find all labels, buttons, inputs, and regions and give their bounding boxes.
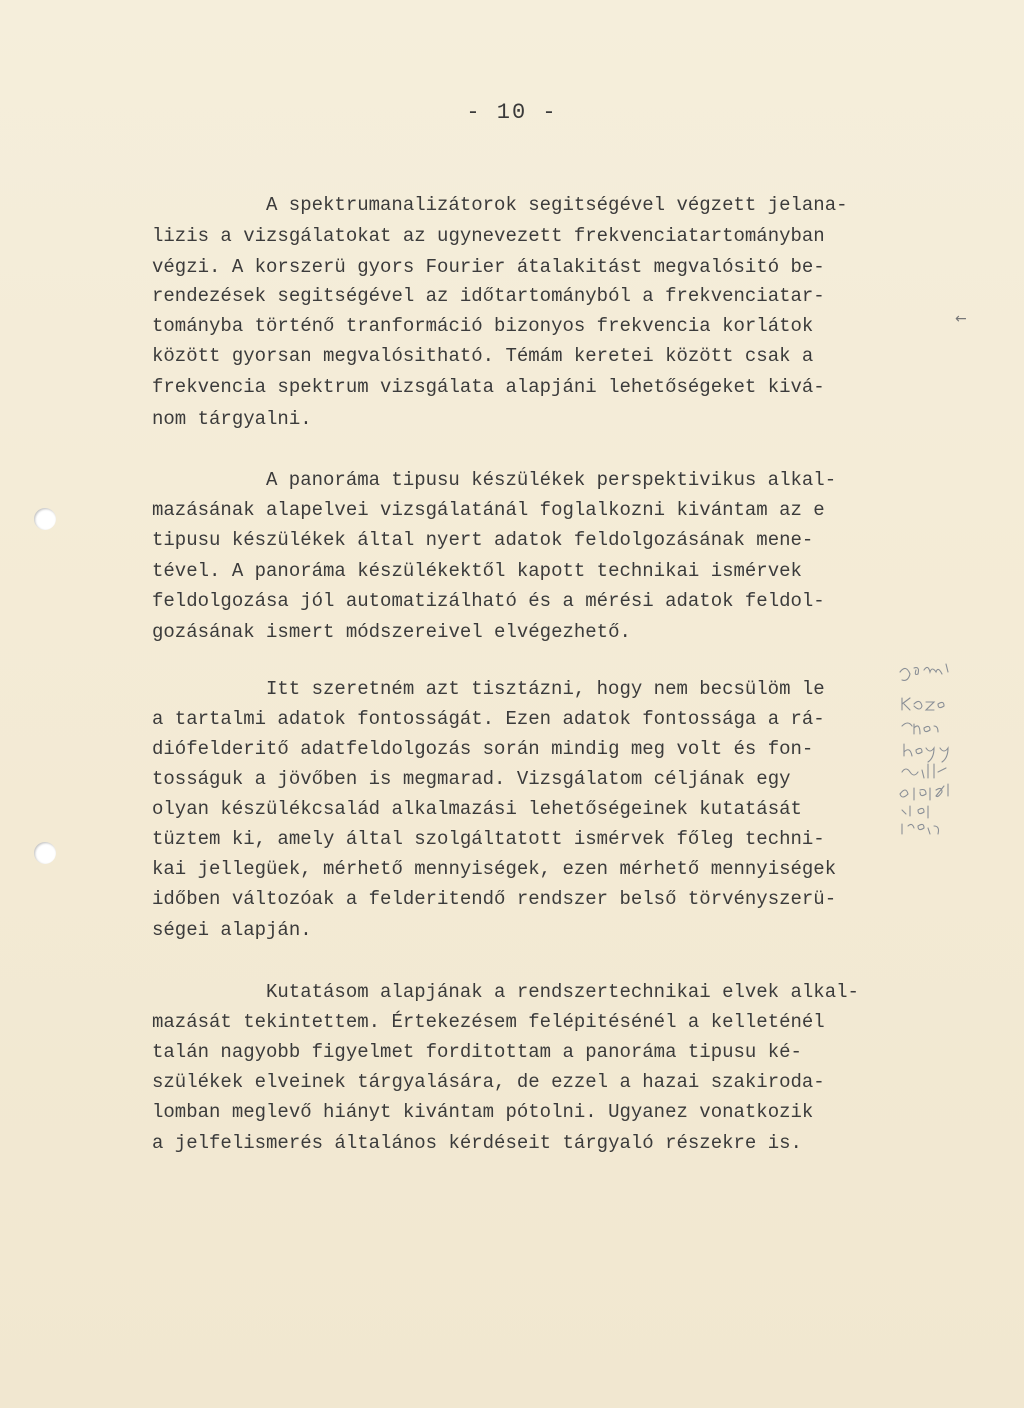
text-line: a jelfelismerés általános kérdéseit tárgyaló részekre is. [152, 1132, 802, 1154]
margin-arrow-mark: ← [955, 311, 967, 327]
handwritten-margin-note [894, 660, 984, 840]
text-line: mazását tekintettem. Értekezésem felépitésénél a kelleténél [152, 1011, 825, 1033]
text-line: időben változóak a felderitendő rendszer belső törvényszerü- [152, 888, 837, 910]
text-line: diófelderitő adatfeldolgozás során mindig meg volt és fon- [152, 738, 814, 760]
text-line: szülékek elveinek tárgyalására, de ezzel a hazai szakiroda- [152, 1071, 825, 1093]
text-line: rendezések segitségével az időtartományból a frekvenciatar- [152, 285, 825, 307]
text-line: lizis a vizsgálatokat az ugynevezett frekvenciatartományban [152, 225, 825, 247]
punch-hole-top [34, 508, 56, 530]
text-line: gozásának ismert módszereivel elvégezhető. [152, 621, 631, 643]
text-line: Itt szeretném azt tisztázni, hogy nem becsülöm le [266, 678, 825, 700]
text-line: nom tárgyalni. [152, 408, 312, 430]
text-line: mazásának alapelvei vizsgálatánál foglalkozni kivántam az e [152, 499, 825, 521]
text-line: ségei alapján. [152, 919, 312, 941]
text-line: A panoráma tipusu készülékek perspektivikus alkal- [266, 469, 837, 491]
text-line: talán nagyobb figyelmet forditottam a panoráma tipusu ké- [152, 1041, 802, 1063]
text-line: tével. A panoráma készülékektől kapott technikai ismérvek [152, 560, 802, 582]
text-line: tományba történő tranformáció bizonyos frekvencia korlátok [152, 315, 814, 337]
page-number: - 10 - [466, 100, 558, 125]
text-line: A spektrumanalizátorok segitségével végzett jelana- [266, 194, 848, 216]
text-line: tüztem ki, amely által szolgáltatott ismérvek főleg techni- [152, 828, 825, 850]
text-line: végzi. A korszerü gyors Fourier átalakitást megvalósitó be- [152, 256, 825, 278]
text-line: tosságuk a jövőben is megmarad. Vizsgálatom céljának egy [152, 768, 791, 790]
text-line: tipusu készülékek által nyert adatok feldolgozásának mene- [152, 529, 814, 551]
text-line: Kutatásom alapjának a rendszertechnikai elvek alkal- [266, 981, 859, 1003]
text-line: frekvencia spektrum vizsgálata alapjáni lehetőségeket kivá- [152, 376, 825, 398]
text-line: a tartalmi adatok fontosságát. Ezen adatok fontossága a rá- [152, 708, 825, 730]
text-line: kai jellegüek, mérhető mennyiségek, ezen mérhető mennyiségek [152, 858, 837, 880]
text-line: olyan készülékcsalád alkalmazási lehetőségeinek kutatását [152, 798, 802, 820]
text-line: lomban meglevő hiányt kivántam pótolni. Ugyanez vonatkozik [152, 1101, 814, 1123]
text-line: feldolgozása jól automatizálható és a mérési adatok feldol- [152, 590, 825, 612]
text-line: között gyorsan megvalósitható. Témám keretei között csak a [152, 345, 814, 367]
punch-hole-bottom [34, 842, 56, 864]
